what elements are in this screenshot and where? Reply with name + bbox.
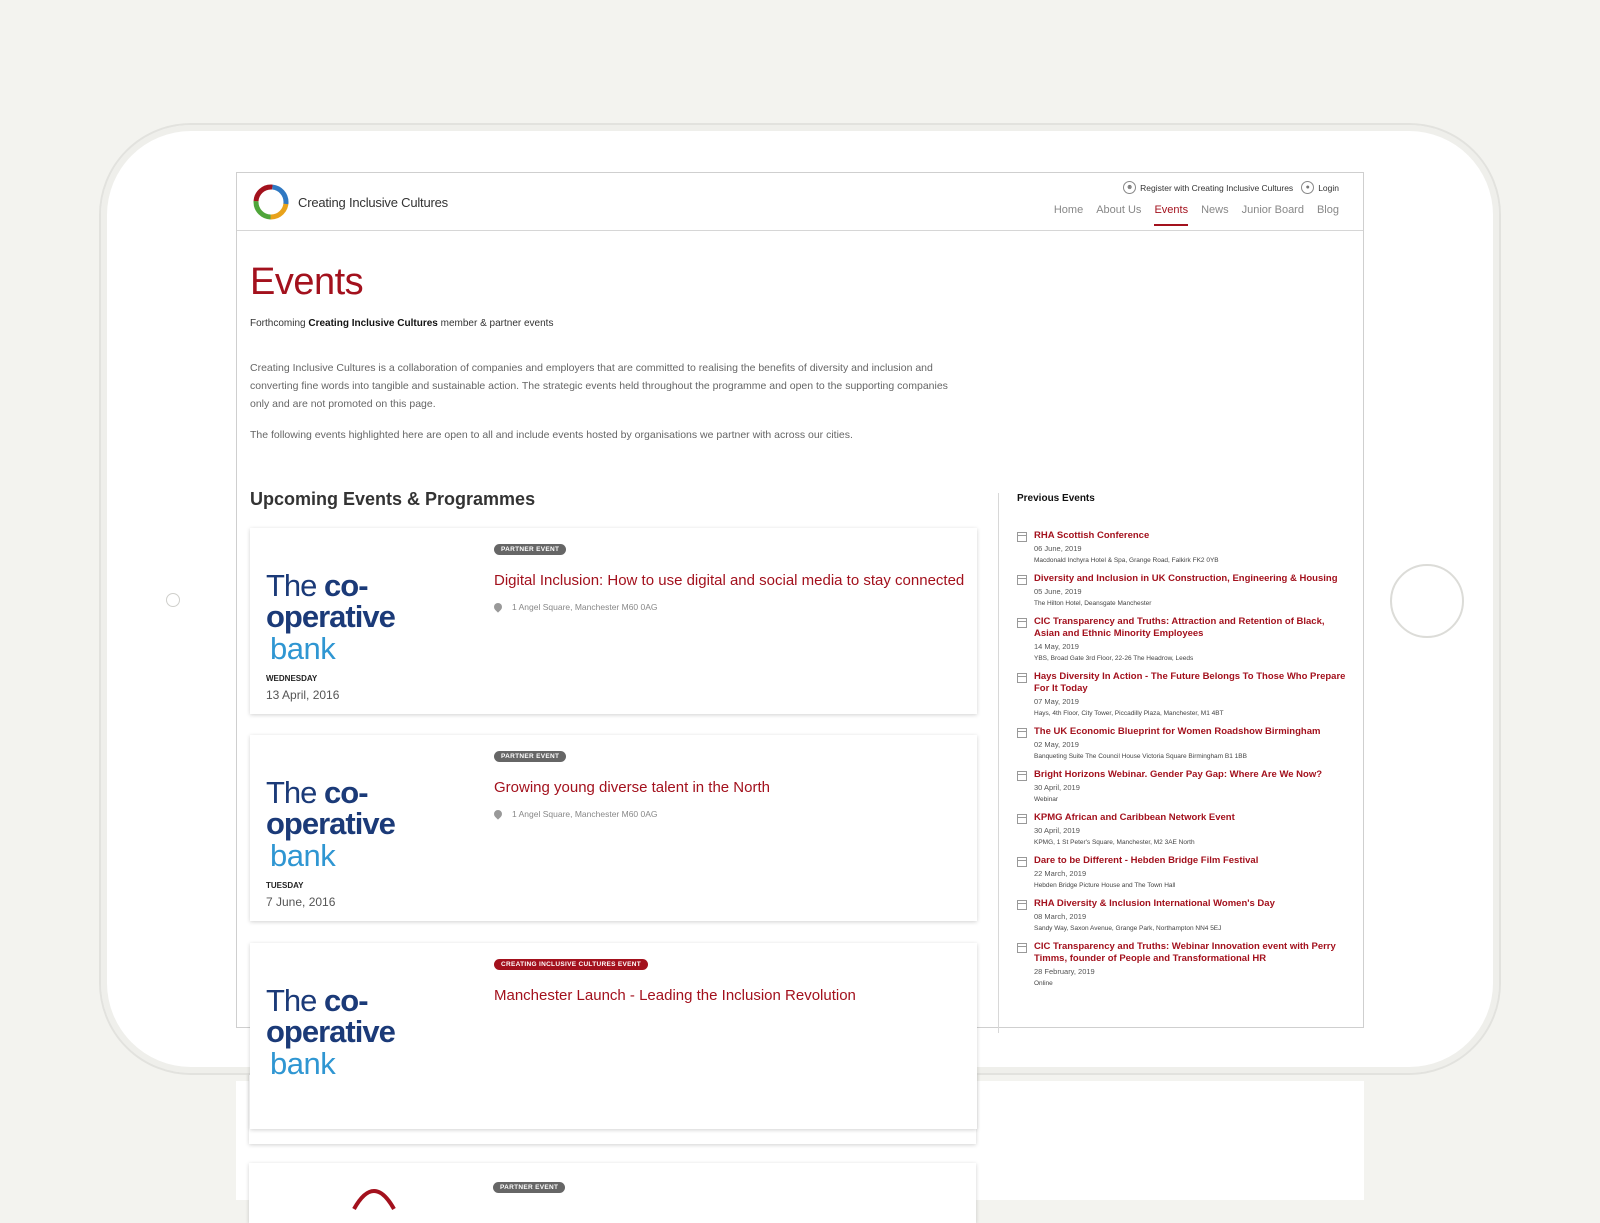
previous-event-venue: Hebden Bridge Picture House and The Town Hall (1034, 882, 1176, 889)
previous-event-date: 30 April, 2019 (1034, 826, 1080, 835)
previous-event-title[interactable]: CIC Transparency and Truths: Webinar Innovation event with Perry Timms, founder of People and Transformational HR (1034, 941, 1336, 964)
previous-event-item[interactable] (1017, 898, 1352, 932)
event-location-text: 1 Angel Square, Manchester M60 0AG (512, 809, 658, 819)
previous-event-title[interactable]: Hays Diversity In Action - The Future Belongs To Those Who Prepare For It Today (1034, 671, 1346, 694)
event-badge: CREATING INCLUSIVE CULTURES EVENT (494, 959, 648, 970)
column-divider (998, 493, 999, 1033)
calendar-icon (1017, 575, 1027, 585)
event-location (494, 602, 658, 612)
previous-event-item[interactable] (1017, 530, 1352, 564)
subtitle-suffix: member & partner events (440, 318, 554, 329)
previous-event-venue: Macdonald Inchyra Hotel & Spa, Grange Road, Falkirk FK2 0YB (1034, 557, 1219, 564)
page-title: Events (250, 261, 364, 303)
event-title-link[interactable]: Growing young diverse talent in the North (494, 779, 770, 796)
previous-event-title[interactable]: KPMG African and Caribbean Network Event (1034, 812, 1235, 823)
nav-news[interactable]: News (1201, 204, 1229, 216)
event-date: 13 April, 2016 (266, 688, 340, 702)
previous-events-heading: Previous Events (1017, 493, 1095, 504)
camera-icon (166, 593, 180, 607)
previous-event-item[interactable] (1017, 671, 1352, 717)
event-date: 7 June, 2016 (266, 895, 336, 909)
site-logo[interactable] (250, 181, 448, 223)
calendar-icon (1017, 943, 1027, 953)
event-card[interactable] (250, 735, 977, 921)
logo-word-cooperative: co-operative (266, 568, 395, 634)
previous-event-date: 30 April, 2019 (1034, 783, 1080, 792)
event-badge: PARTNER EVENT (493, 1182, 565, 1193)
previous-event-title[interactable]: RHA Diversity & Inclusion International Women's Day (1034, 898, 1275, 909)
previous-event-date: 08 March, 2019 (1034, 912, 1087, 921)
calendar-icon (1017, 618, 1027, 628)
previous-event-title[interactable]: Bright Horizons Webinar. Gender Pay Gap: Where Are We Now? (1034, 769, 1323, 780)
site-header (237, 173, 1363, 231)
previous-event-item[interactable] (1017, 812, 1352, 846)
previous-event-item[interactable] (1017, 616, 1352, 662)
previous-events (1017, 493, 1352, 996)
cic-logo-icon (250, 181, 292, 223)
logo-word-cooperative: co-operative (266, 983, 395, 1049)
previous-event-item[interactable] (1017, 855, 1352, 889)
intro-paragraph: Creating Inclusive Cultures is a collaboration of companies and employers that are committed to realising the benefits of diversity and inclusion and converting fine words into tangible and sustainable action. The strategic events held throughout the programme and open to the supporting companies only and are not promoted on this page. (250, 362, 948, 410)
previous-event-venue: Hays, 4th Floor, City Tower, Piccadilly Plaza, Manchester, M1 4BT (1034, 710, 1224, 717)
subtitle-prefix: Forthcoming (250, 318, 306, 329)
previous-event-date: 06 June, 2019 (1034, 544, 1082, 553)
calendar-icon (1017, 673, 1027, 683)
event-badge: PARTNER EVENT (494, 544, 566, 555)
user-icon: ☻ (1123, 181, 1136, 194)
home-button[interactable] (1390, 564, 1464, 638)
event-day: WEDNESDAY (266, 674, 318, 683)
event-title-link[interactable]: Manchester Launch - Leading the Inclusion Revolution (494, 987, 856, 1004)
login-label: Login (1318, 182, 1339, 193)
page-subtitle (250, 318, 553, 329)
main-nav (1054, 204, 1339, 226)
logo-word-the: The (266, 568, 325, 603)
event-location (494, 809, 658, 819)
previous-event-title[interactable]: CIC Transparency and Truths: Attraction and Retention of Black, Asian and Ethnic Minority Employees (1034, 616, 1325, 639)
nav-home[interactable]: Home (1053, 204, 1084, 216)
previous-event-item[interactable] (1017, 726, 1352, 760)
previous-event-date: 28 February, 2019 (1034, 967, 1095, 976)
previous-event-item[interactable] (1017, 941, 1352, 987)
event-badge: PARTNER EVENT (494, 751, 566, 762)
coop-bank-logo (266, 570, 476, 665)
previous-event-date: 14 May, 2019 (1034, 642, 1079, 651)
logo-word-the: The (266, 775, 325, 810)
previous-event-item[interactable] (1017, 573, 1352, 607)
nav-junior-board[interactable]: Junior Board (1241, 204, 1304, 216)
nav-events[interactable]: Events (1154, 204, 1188, 226)
previous-event-date: 02 May, 2019 (1034, 740, 1079, 749)
coop-bank-logo (266, 777, 476, 872)
logo-word-bank: bank (270, 838, 336, 873)
event-title-link[interactable]: Digital Inclusion: How to use digital and social media to stay connected (494, 572, 965, 589)
previous-event-title[interactable]: RHA Scottish Conference (1034, 530, 1150, 541)
calendar-icon (1017, 814, 1027, 824)
nav-about-us[interactable]: About Us (1096, 204, 1142, 216)
utility-links (1123, 181, 1339, 194)
previous-event-venue: The Hilton Hotel, Deansgate Manchester (1034, 600, 1152, 607)
logo-word-bank: bank (270, 631, 336, 666)
login-link[interactable] (1301, 181, 1339, 194)
partner-logo-arc (349, 1181, 399, 1211)
event-card[interactable] (250, 943, 977, 1129)
previous-event-venue: YBS, Broad Gate 3rd Floor, 22-26 The Headrow, Leeds (1034, 655, 1194, 662)
logo-text: Creating Inclusive Cultures (298, 194, 448, 210)
previous-event-title[interactable]: Dare to be Different - Hebden Bridge Film Festival (1034, 855, 1259, 866)
event-location-text: 1 Angel Square, Manchester M60 0AG (512, 602, 658, 612)
tablet-screen (236, 172, 1364, 1081)
calendar-icon (1017, 532, 1027, 542)
coop-bank-logo (266, 985, 476, 1080)
previous-event-venue: Webinar (1034, 796, 1059, 803)
subtitle-brand: Creating Inclusive Cultures (308, 318, 438, 329)
nav-blog[interactable]: Blog (1316, 204, 1339, 216)
intro-paragraph-2: The following events highlighted here are open to all and include events hosted by organisations we partner with across our cities. (250, 429, 853, 441)
calendar-icon (1017, 728, 1027, 738)
previous-event-venue: Online (1034, 980, 1053, 987)
event-day: TUESDAY (266, 881, 304, 890)
upcoming-heading: Upcoming Events & Programmes (250, 489, 536, 509)
previous-event-date: 07 May, 2019 (1034, 697, 1079, 706)
previous-event-title[interactable]: Diversity and Inclusion in UK Construction, Engineering & Housing (1034, 573, 1338, 584)
previous-event-venue: Sandy Way, Saxon Avenue, Grange Park, Northampton NN4 5EJ (1034, 925, 1222, 932)
previous-event-venue: KPMG, 1 St Peter's Square, Manchester, M2 3AE North (1034, 839, 1195, 846)
calendar-icon (1017, 900, 1027, 910)
previous-event-venue: Banqueting Suite The Council House Victoria Square Birmingham B1 1BB (1034, 753, 1247, 760)
calendar-icon (1017, 857, 1027, 867)
logo-word-cooperative: co-operative (266, 775, 395, 841)
previous-events-list (1017, 530, 1352, 987)
lock-icon: ● (1301, 181, 1314, 194)
event-card[interactable] (250, 528, 977, 714)
previous-event-title[interactable]: The UK Economic Blueprint for Women Roadshow Birmingham (1034, 726, 1321, 737)
previous-event-date: 22 March, 2019 (1034, 869, 1087, 878)
register-label: Register with Creating Inclusive Cultures (1140, 182, 1294, 193)
location-pin-icon (492, 808, 503, 819)
previous-event-item[interactable] (1017, 769, 1352, 803)
location-pin-icon (492, 601, 503, 612)
event-card-4[interactable] (249, 1163, 976, 1223)
register-link[interactable] (1123, 181, 1293, 194)
logo-word-the: The (266, 983, 325, 1018)
calendar-icon (1017, 771, 1027, 781)
logo-word-bank: bank (270, 1046, 336, 1081)
previous-event-date: 05 June, 2019 (1034, 587, 1082, 596)
